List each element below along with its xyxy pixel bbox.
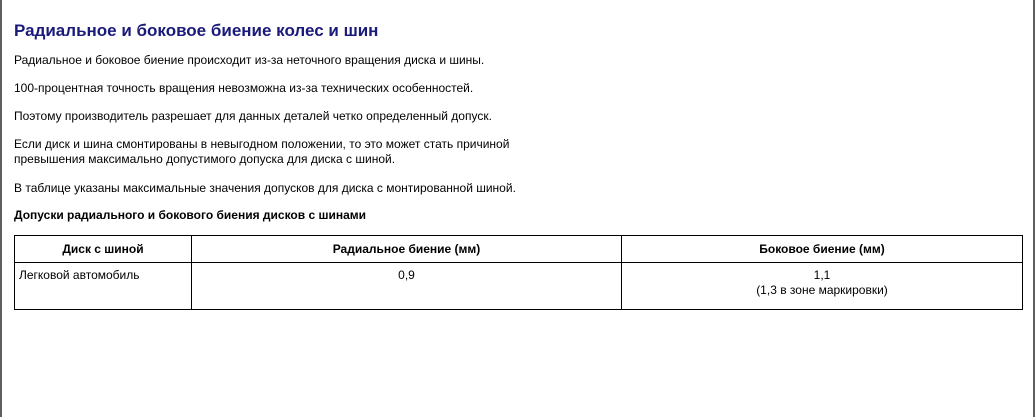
paragraph-runout-cause: Радиальное и боковое биение происходит из-за неточного вращения диска и шины. [14,53,485,67]
table-title: Допуски радиального и бокового биения дисков с шинами [14,208,367,222]
paragraph-mounting [14,137,509,167]
cell-lateral-note: (1,3 в зоне маркировки) [756,283,888,297]
header-wheel: Диск с шиной [15,236,192,263]
header-lateral-runout: Боковое биение (мм) [622,236,1023,263]
table-row [15,263,1023,310]
paragraph-mounting-line-2: превышения максимально допустимого допуска для диска с шиной. [14,152,396,166]
cell-lateral-value: 1,1 [813,268,831,282]
page-title: Радиальное и боковое биение колес и шин [14,21,379,40]
paragraph-tolerance: Поэтому производитель разрешает для данных деталей четко определенный допуск. [14,109,492,123]
tolerance-table [14,235,1023,310]
cell-radial-runout: 0,9 [192,263,622,310]
cell-wheel: Легковой автомобиль [15,263,192,310]
paragraph-mounting-line-1: Если диск и шина смонтированы в невыгодном положении, то это может стать причиной [14,137,510,151]
cell-lateral-runout [622,263,1023,310]
paragraph-precision: 100-процентная точность вращения невозможна из-за технических особенностей. [14,81,474,95]
table-header-row [15,236,1023,263]
header-radial-runout: Радиальное биение (мм) [192,236,622,263]
paragraph-table-intro: В таблице указаны максимальные значения допусков для диска с монтированной шиной. [14,181,516,195]
